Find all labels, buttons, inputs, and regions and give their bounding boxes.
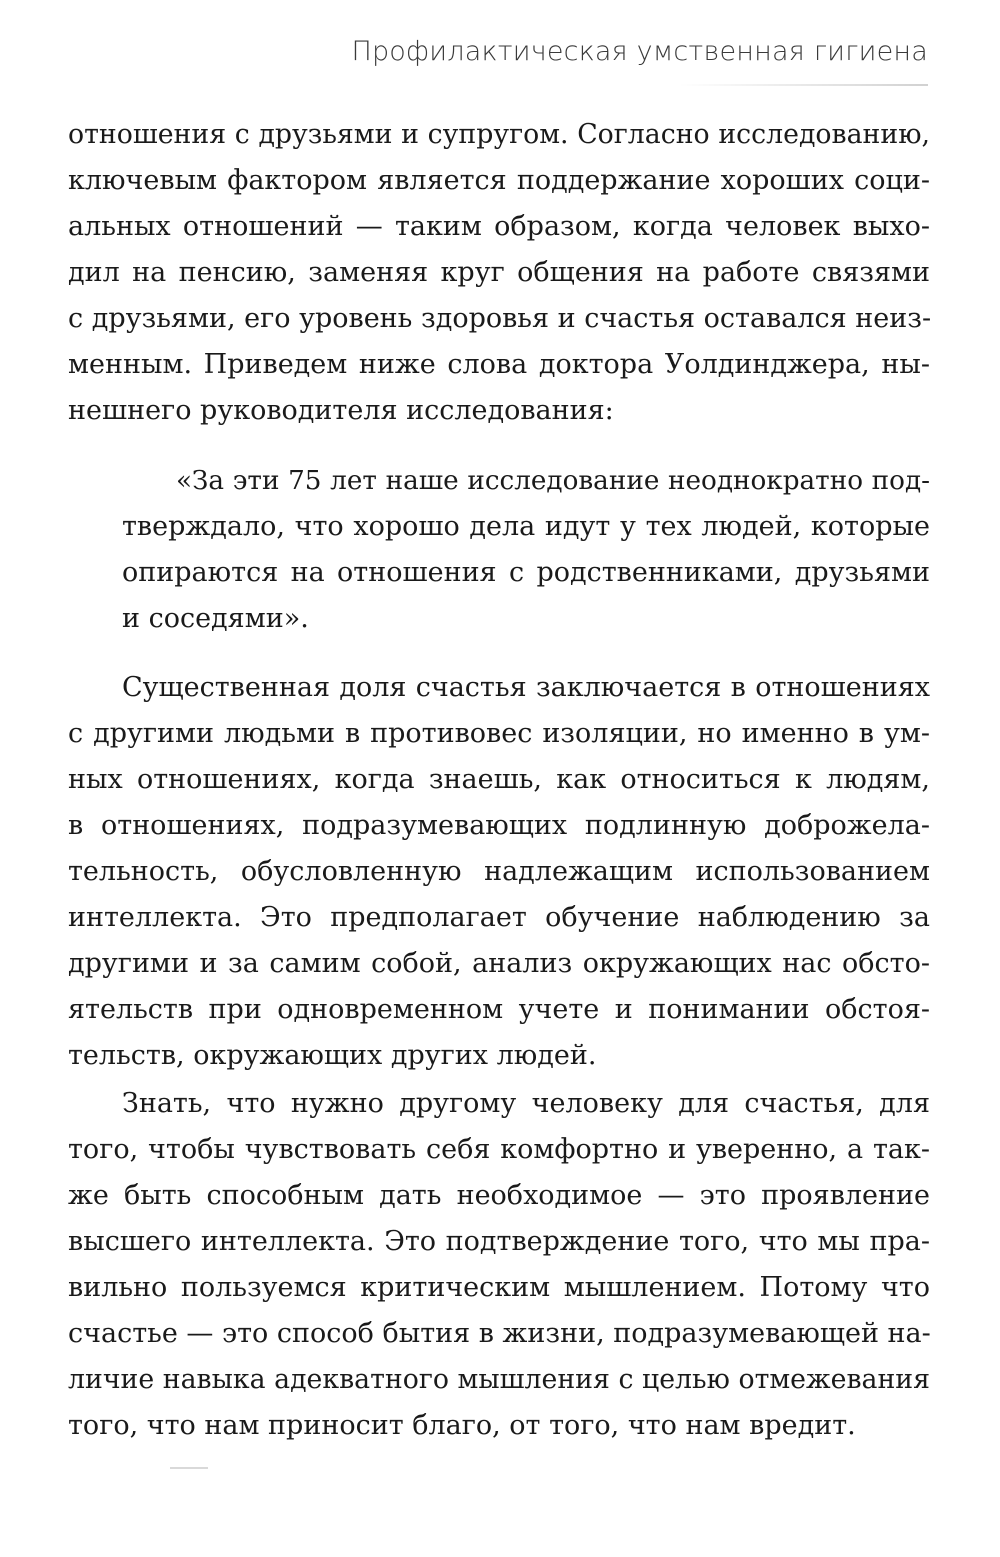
paragraph-line: с друзьями, его уровень здоровья и счастья оставался неиз- [68, 303, 932, 334]
paragraph-line: ятельств при одновременном учете и понимании обстоя- [68, 994, 930, 1025]
paragraph-line: вильно пользуемся критическим мышлением. Потому что [68, 1272, 930, 1303]
paragraph-2 [68, 665, 930, 1079]
paragraph-line: Существенная доля счастья заключается в отношениях [122, 672, 930, 703]
quote-line: и соседями». [122, 603, 309, 634]
paragraph-line: нешнего руководителя исследования: [68, 395, 614, 426]
running-header: Профилактическая умственная гигиена [351, 36, 928, 67]
paragraph-line: ключевым фактором является поддержание хороших соци- [68, 165, 930, 196]
paragraph-line: альных отношений — таким образом, когда человек выхо- [68, 211, 930, 242]
quote-line: опираются на отношения с родственниками, друзьями [122, 557, 930, 588]
paragraph-line: же быть способным дать необходимое — это проявление [68, 1180, 930, 1211]
paragraph-line: того, чтобы чувствовать себя комфортно и уверенно, а так- [68, 1134, 930, 1165]
quote-line: «За эти 75 лет наше исследование неоднократно под- [176, 466, 930, 496]
quote-line: тверждало, что хорошо дела идут у тех людей, которые [122, 511, 930, 542]
block-quote [68, 458, 930, 642]
paragraph-line: счастье — это способ бытия в жизни, подразумевающей на- [68, 1318, 931, 1349]
paragraph-3 [68, 1081, 930, 1449]
paragraph-line: дил на пенсию, заменяя круг общения на работе связями [68, 257, 930, 288]
paragraph-line: личие навыка адекватного мышления с целью отмежевания [68, 1364, 930, 1395]
paragraph-line: другими и за самим собой, анализ окружающих нас обсто- [68, 948, 930, 979]
paragraph-line: отношения с друзьями и супругом. Согласно исследованию, [68, 119, 930, 150]
paragraph-line: Знать, что нужно другому человеку для счастья, для [122, 1088, 930, 1119]
paragraph-line: менным. Приведем ниже слова доктора Уолдинджера, ны- [68, 349, 930, 380]
paragraph-line: высшего интеллекта. Это подтверждение того, что мы пра- [68, 1226, 930, 1257]
paragraph-line: тельность, обусловленную надлежащим использованием [68, 856, 930, 887]
header-rule [678, 84, 928, 86]
paragraph-line: с другими людьми в противовес изоляции, но именно в ум- [68, 718, 930, 749]
paragraph-1 [68, 112, 930, 434]
paragraph-line: того, что нам приносит благо, от того, что нам вредит. [68, 1410, 856, 1441]
paragraph-line: тельств, окружающих других людей. [68, 1040, 597, 1071]
paragraph-line: интеллекта. Это предполагает обучение наблюдению за [68, 902, 930, 933]
paragraph-line: в отношениях, подразумевающих подлинную доброжела- [68, 810, 930, 841]
paragraph-line: ных отношениях, когда знаешь, как относиться к людям, [68, 764, 930, 795]
footer-mark [170, 1467, 208, 1469]
